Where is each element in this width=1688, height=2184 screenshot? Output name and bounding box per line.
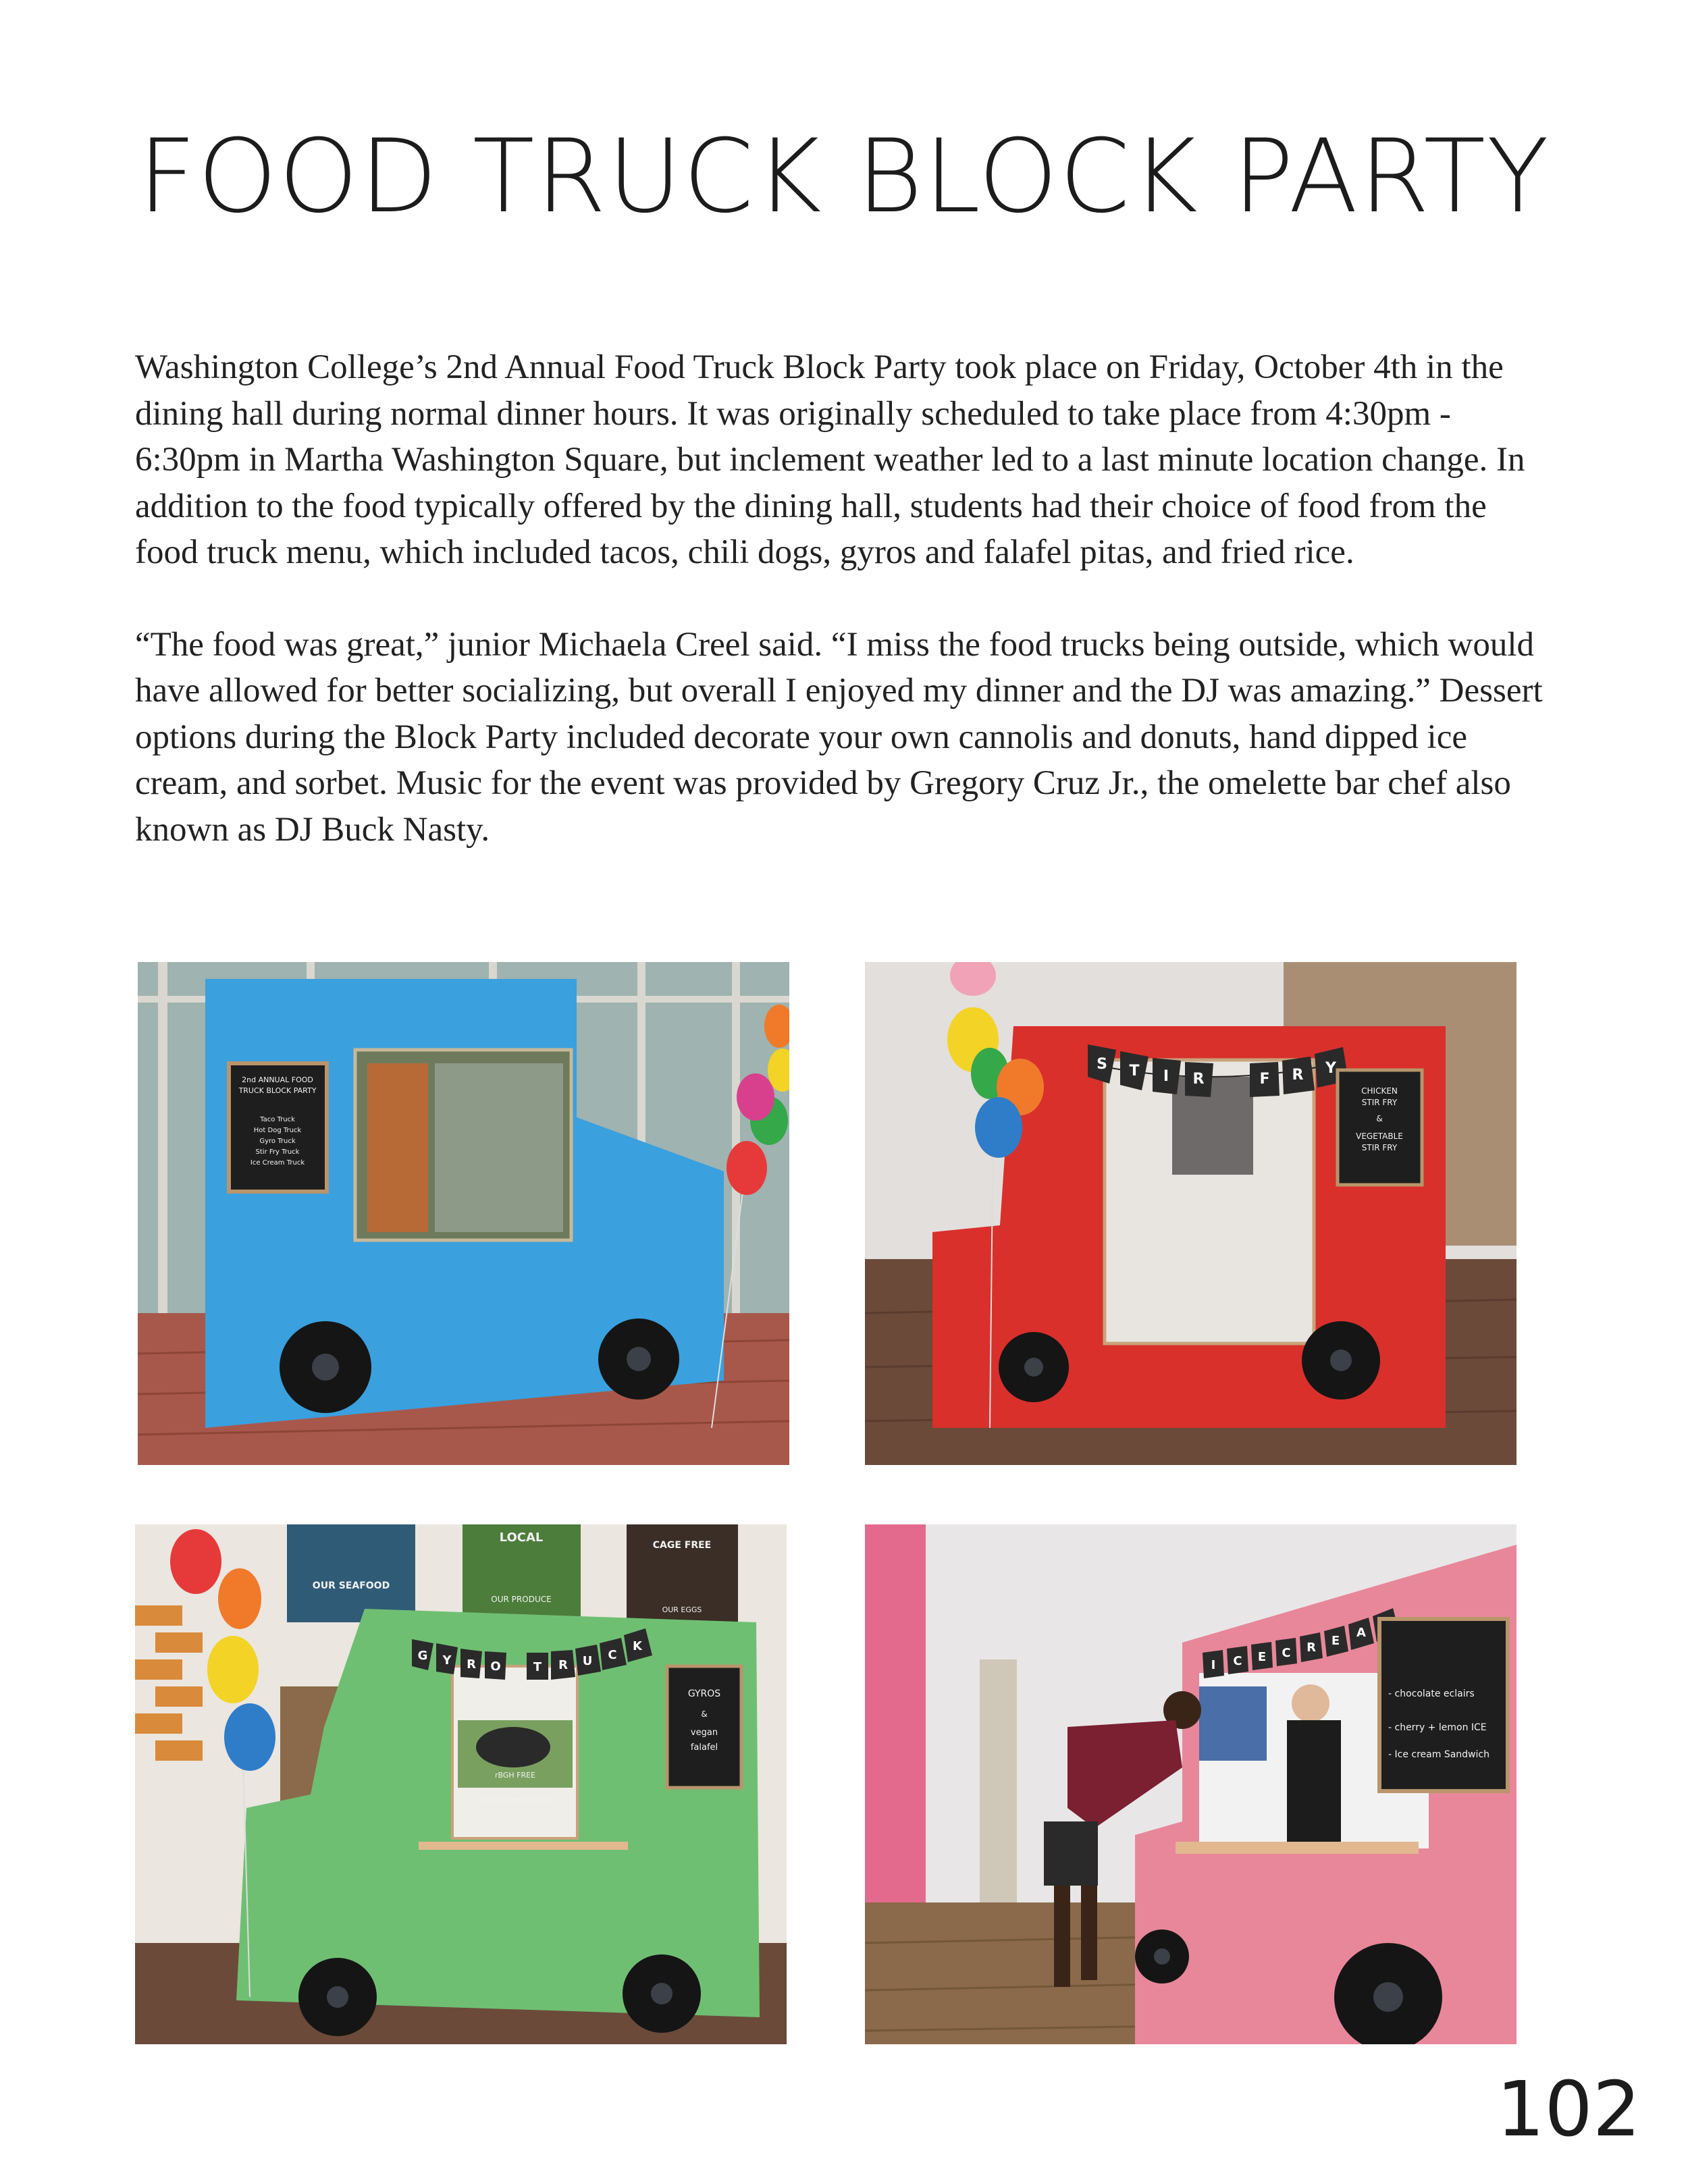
poster-text: OUR EGGS xyxy=(662,1605,702,1614)
banner-letter: R xyxy=(1192,1071,1205,1088)
banner-letter: R xyxy=(1307,1641,1316,1655)
chalkboard-line: - chocolate eclairs xyxy=(1388,1688,1475,1699)
banner-letter: E xyxy=(1331,1634,1340,1648)
chalkboard-line: Gyro Truck xyxy=(259,1138,296,1145)
banner-letter: R xyxy=(1292,1067,1304,1084)
chalkboard-line: VEGETABLE xyxy=(1356,1131,1403,1141)
photo-blue-food-truck xyxy=(138,962,789,1465)
poster-text: OUR MILK AND YOGURT xyxy=(475,1797,556,1805)
article-paragraph: Washington College’s 2nd Annual Food Truck Block Party took place on Friday, October 4th in the dining hall during normal dinner hours. It was originally scheduled to take place from 4:30pm - 6:30pm in Martha Washington Square, but inclement weather led to a last minute location change. In addition to the food typically offered by the dining hall, students had their choice of food from the food truck menu, which included tacos, chili dogs, gyros and falafel pitas, and fried rice. xyxy=(135,348,1525,571)
chalkboard-line: - Ice cream Sandwich xyxy=(1388,1749,1489,1760)
banner-letter: I xyxy=(1211,1658,1216,1672)
photo-pink-ice-cream-truck xyxy=(865,1524,1516,2044)
chalkboard-line: & xyxy=(1376,1114,1383,1123)
chalkboard-line: CHICKEN xyxy=(1361,1086,1398,1096)
banner-letter: G xyxy=(417,1649,428,1663)
chalkboard-line: vegan xyxy=(690,1728,718,1738)
banner-letter: C xyxy=(1282,1646,1291,1660)
banner-letter: I xyxy=(1163,1068,1169,1085)
banner-letter: A xyxy=(1356,1626,1366,1640)
banner-letter: K xyxy=(633,1639,642,1653)
banner-letter: R xyxy=(467,1657,476,1672)
photo-green-gyro-truck xyxy=(135,1524,787,2044)
chalkboard-line: Ice Cream Truck xyxy=(250,1159,305,1167)
banner-letter: T xyxy=(1129,1063,1140,1080)
chalkboard-line: falafel xyxy=(690,1742,718,1753)
photo-red-stir-fry-truck xyxy=(865,962,1516,1465)
poster-text: OUR PRODUCE xyxy=(491,1595,552,1604)
chalkboard-line: STIR FRY xyxy=(1361,1098,1398,1107)
article-paragraph: “The food was great,” junior Michaela Creel said. “I miss the food trucks being outside, which would have allowed for better socializing, but overall I enjoyed my dinner and the DJ was amazing.” Dessert options during the Block Party included decorate your own cannolis and donuts, hand dipped ice cream, and sorbet. Music for the event was provided by Gregory Cruz Jr., the omelette bar chef also known as DJ Buck Nasty. xyxy=(135,625,1543,849)
chalkboard-line: Taco Truck xyxy=(260,1116,295,1123)
poster-text: CAGE FREE xyxy=(652,1540,712,1551)
poster-text: LOCAL xyxy=(499,1530,544,1545)
banner-letter: U xyxy=(582,1654,593,1668)
poster-text: rBGH FREE xyxy=(494,1771,536,1780)
banner-letter: O xyxy=(490,1659,501,1674)
page-number: 102 xyxy=(1496,2066,1641,2154)
banner-letter: C xyxy=(1233,1654,1242,1668)
banner-letter: S xyxy=(1097,1056,1107,1073)
chalkboard-line: 2nd ANNUAL FOOD xyxy=(242,1075,313,1084)
banner-letter: F xyxy=(1259,1071,1270,1088)
banner-letter: Y xyxy=(1325,1060,1336,1077)
chalkboard-line: STIR FRY xyxy=(1361,1143,1398,1152)
chalkboard-line: - cherry + lemon ICE xyxy=(1388,1722,1487,1733)
chalkboard-line: Hot Dog Truck xyxy=(253,1127,302,1134)
chalkboard-line: GYROS xyxy=(687,1688,721,1699)
poster-text: OUR SEAFOOD xyxy=(312,1580,390,1591)
page-title: FOOD TRUCK BLOCK PARTY xyxy=(138,118,1550,236)
banner-letter: Y xyxy=(442,1653,452,1668)
banner-letter: R xyxy=(558,1658,568,1672)
chalkboard-line: TRUCK BLOCK PARTY xyxy=(238,1086,317,1095)
banner-letter: T xyxy=(533,1660,542,1674)
banner-letter: C xyxy=(608,1648,617,1662)
article-body xyxy=(135,344,1553,899)
chalkboard-line: Stir Fry Truck xyxy=(255,1148,300,1156)
banner-letter: E xyxy=(1257,1650,1267,1664)
chalkboard-line: & xyxy=(701,1709,708,1719)
